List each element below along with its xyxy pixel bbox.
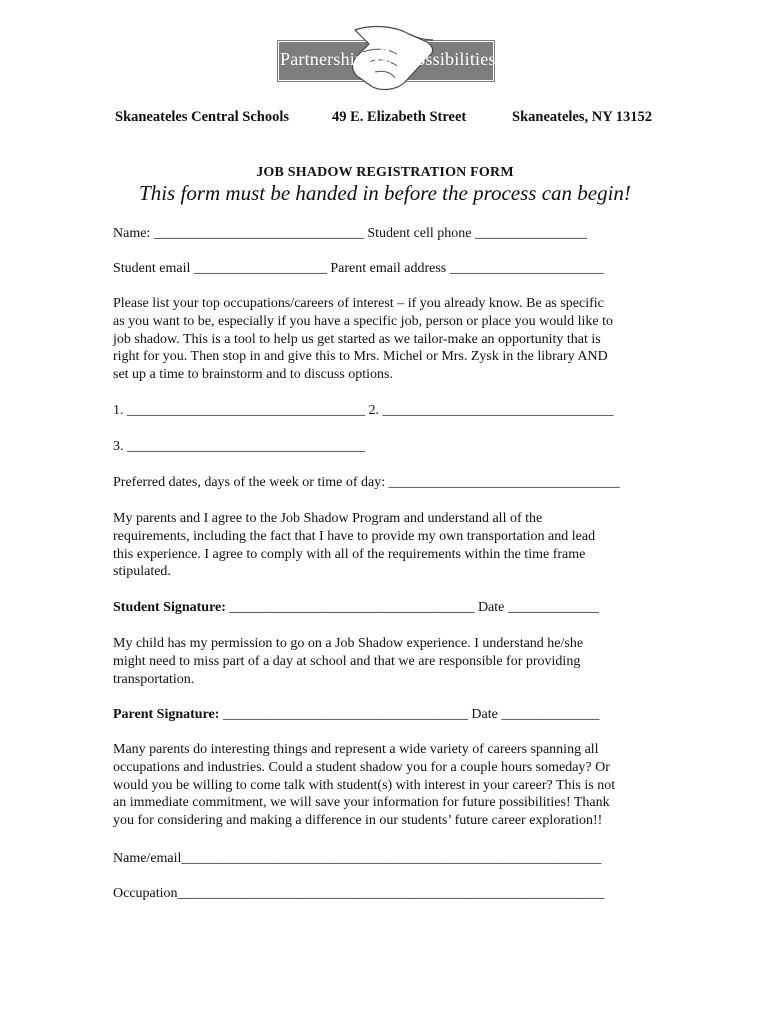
form-subtitle: This form must be handed in before the process can begin!	[139, 181, 631, 205]
agreement-line: this experience. I agree to comply with all of the requirements within the time frame	[113, 546, 586, 562]
appeal-paragraph	[113, 741, 661, 830]
career-choice-3: 3. __________________________________	[113, 439, 365, 454]
instructions-line: job shadow. This is a tool to help us get started as we tailor-make an opportunity that is	[113, 331, 601, 347]
student-signature-line	[113, 599, 599, 617]
appeal-line: you for considering and making a difference in our students’ future career exploration!!	[113, 813, 603, 829]
career-choice-1-2: 1. __________________________________ 2. _________________________________	[113, 403, 614, 418]
name-email-line: Name/email____________________________________________________________	[113, 851, 602, 866]
parent-signature-label: Parent Signature:	[113, 707, 220, 722]
logo-word-left: Partnerships	[280, 49, 372, 69]
logo-word-right: Possibilities	[406, 49, 496, 69]
appeal-line: an immediate commitment, we will save your information for future possibilities! Thank	[113, 795, 610, 811]
appeal-line: would you be willing to come talk with student(s) with interest in your career? This is not	[113, 777, 616, 793]
logo-ampersand: &	[373, 42, 397, 75]
appeal-line: occupations and industries. Could a student shadow you for a couple hours someday? Or	[113, 759, 610, 775]
permission-line: My child has my permission to go on a Job Shadow experience. I understand he/she	[113, 636, 584, 651]
instructions-paragraph	[113, 295, 661, 384]
parent-signature-blanks: ___________________________________ Date ______________	[219, 707, 600, 722]
preferred-dates-line: Preferred dates, days of the week or time of day: _________________________________	[113, 475, 620, 490]
instructions-line: right for you. Then stop in and give this to Mrs. Michel or Mrs. Zysk in the library AND	[113, 349, 608, 365]
agreement-line: requirements, including the fact that I have to provide my own transportation and lead	[113, 528, 596, 544]
permission-line: might need to miss part of a day at school and that we are responsible for providing	[113, 653, 581, 669]
occupation-line: Occupation_____________________________________________________________	[113, 886, 605, 901]
instructions-line: set up a time to brainstorm and to discuss options.	[113, 367, 393, 383]
agreement-line: My parents and I agree to the Job Shadow Program and understand all of the	[113, 511, 543, 526]
school-name: Skaneateles Central Schools	[115, 109, 289, 125]
parent-signature-line	[113, 706, 599, 724]
student-signature-label: Student Signature:	[113, 600, 226, 615]
school-street: 49 E. Elizabeth Street	[332, 109, 467, 125]
appeal-line: Many parents do interesting things and represent a wide variety of careers spanning all	[113, 742, 599, 757]
agreement-paragraph	[113, 510, 661, 581]
school-city: Skaneateles, NY 13152	[512, 109, 653, 125]
partnerships-possibilities-logo	[277, 22, 495, 92]
form-title: JOB SHADOW REGISTRATION FORM	[256, 165, 514, 180]
student-signature-blanks: ___________________________________ Date _____________	[225, 600, 599, 615]
name-phone-line: Name: ______________________________ Student cell phone ________________	[113, 226, 588, 241]
agreement-line: stipulated.	[113, 564, 171, 580]
instructions-line: as you want to be, especially if you have a specific job, person or place you would like to	[113, 313, 613, 329]
instructions-line: Please list your top occupations/careers of interest – if you already know. Be as specific	[113, 296, 604, 311]
email-line: Student email ___________________ Parent email address ______________________	[113, 261, 604, 276]
permission-line: transportation.	[113, 671, 195, 687]
permission-paragraph	[113, 635, 661, 688]
